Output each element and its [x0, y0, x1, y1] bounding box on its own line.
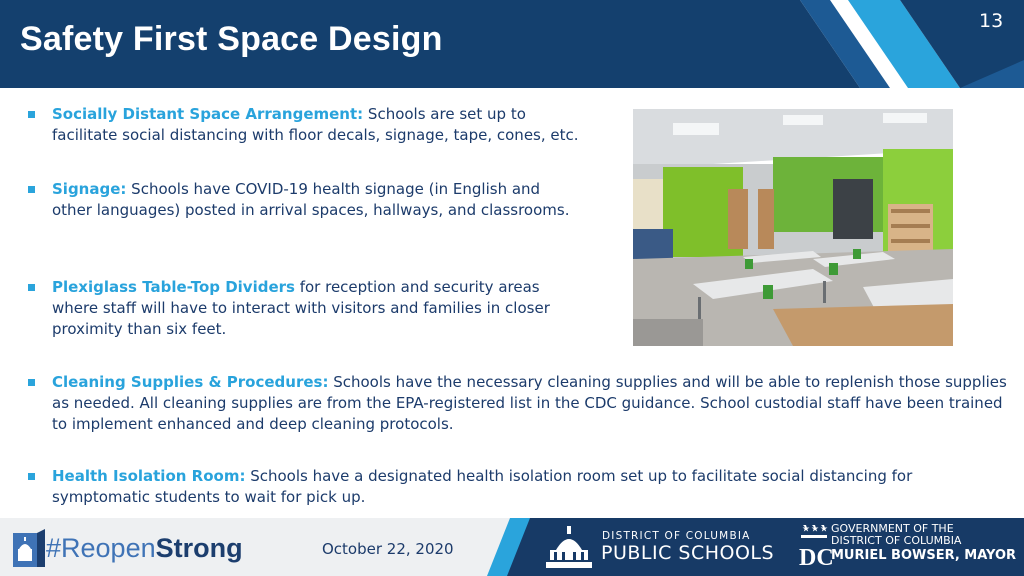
- bullet-body: for reception and security areas where staff will have to interact with visitors and families in closer proximity than six feet.: [52, 278, 550, 338]
- bullet-heading: Signage:: [52, 180, 127, 198]
- bullet-text: [52, 372, 1012, 435]
- bullet-heading: Plexiglass Table-Top Dividers: [52, 278, 295, 296]
- bullet-body: Schools have COVID-19 health signage (in English and other languages) posted in arrival spaces, hallways, and classrooms.: [52, 180, 570, 219]
- hashtag-reopenstrong: [46, 533, 243, 564]
- header-band: [0, 0, 1024, 88]
- bullet-text: [52, 179, 582, 221]
- bullet-heading: Health Isolation Room:: [52, 467, 246, 485]
- bullet-square-icon: [28, 473, 35, 480]
- hashtag-prefix: #Reopen: [46, 533, 156, 563]
- bullet-body: Schools have a designated health isolation room set up to facilitate social distancing for symptomatic students to wait for pick up.: [52, 467, 913, 506]
- footer: [0, 518, 1024, 576]
- dc-flag-logo: [799, 523, 834, 571]
- bullet-square-icon: [28, 379, 35, 386]
- gov-line3: MURIEL BOWSER, MAYOR: [831, 548, 1017, 563]
- bullet-square-icon: [28, 186, 35, 193]
- bullet-heading: Socially Distant Space Arrangement:: [52, 105, 364, 123]
- classroom-photo: [633, 109, 953, 346]
- svg-text:DC: DC: [799, 545, 834, 571]
- bullet-body: Schools have the necessary cleaning supplies and will be able to replenish those supplies as needed. All cleaning supplies are from the EPA-registered list in the CDC guidance. School custodial staff have been trained to implement enhanced and deep cleaning protocols.: [52, 373, 1007, 433]
- capitol-door-icon: [13, 527, 45, 567]
- page-number: 13: [979, 10, 1004, 32]
- bullet-heading: Cleaning Supplies & Procedures:: [52, 373, 329, 391]
- bullet-square-icon: [28, 111, 35, 118]
- bullet-body: Schools are set up to facilitate social distancing with floor decals, signage, tape, cones, etc.: [52, 105, 579, 144]
- bullet-square-icon: [28, 284, 35, 291]
- bullet-text: [52, 466, 1012, 508]
- dcps-name-line2: PUBLIC SCHOOLS: [601, 542, 775, 564]
- presentation-date: October 22, 2020: [322, 540, 454, 558]
- bullet-text: [52, 277, 582, 340]
- bullet-text: [52, 104, 582, 146]
- gov-line1: GOVERNMENT OF THE: [831, 522, 954, 535]
- dcps-name-line1: DISTRICT OF COLUMBIA: [602, 530, 751, 542]
- gov-line2: DISTRICT OF COLUMBIA: [831, 534, 962, 547]
- dcps-capitol-logo: [544, 524, 594, 570]
- hashtag-strong: Strong: [155, 533, 243, 563]
- page-title: Safety First Space Design: [20, 20, 443, 58]
